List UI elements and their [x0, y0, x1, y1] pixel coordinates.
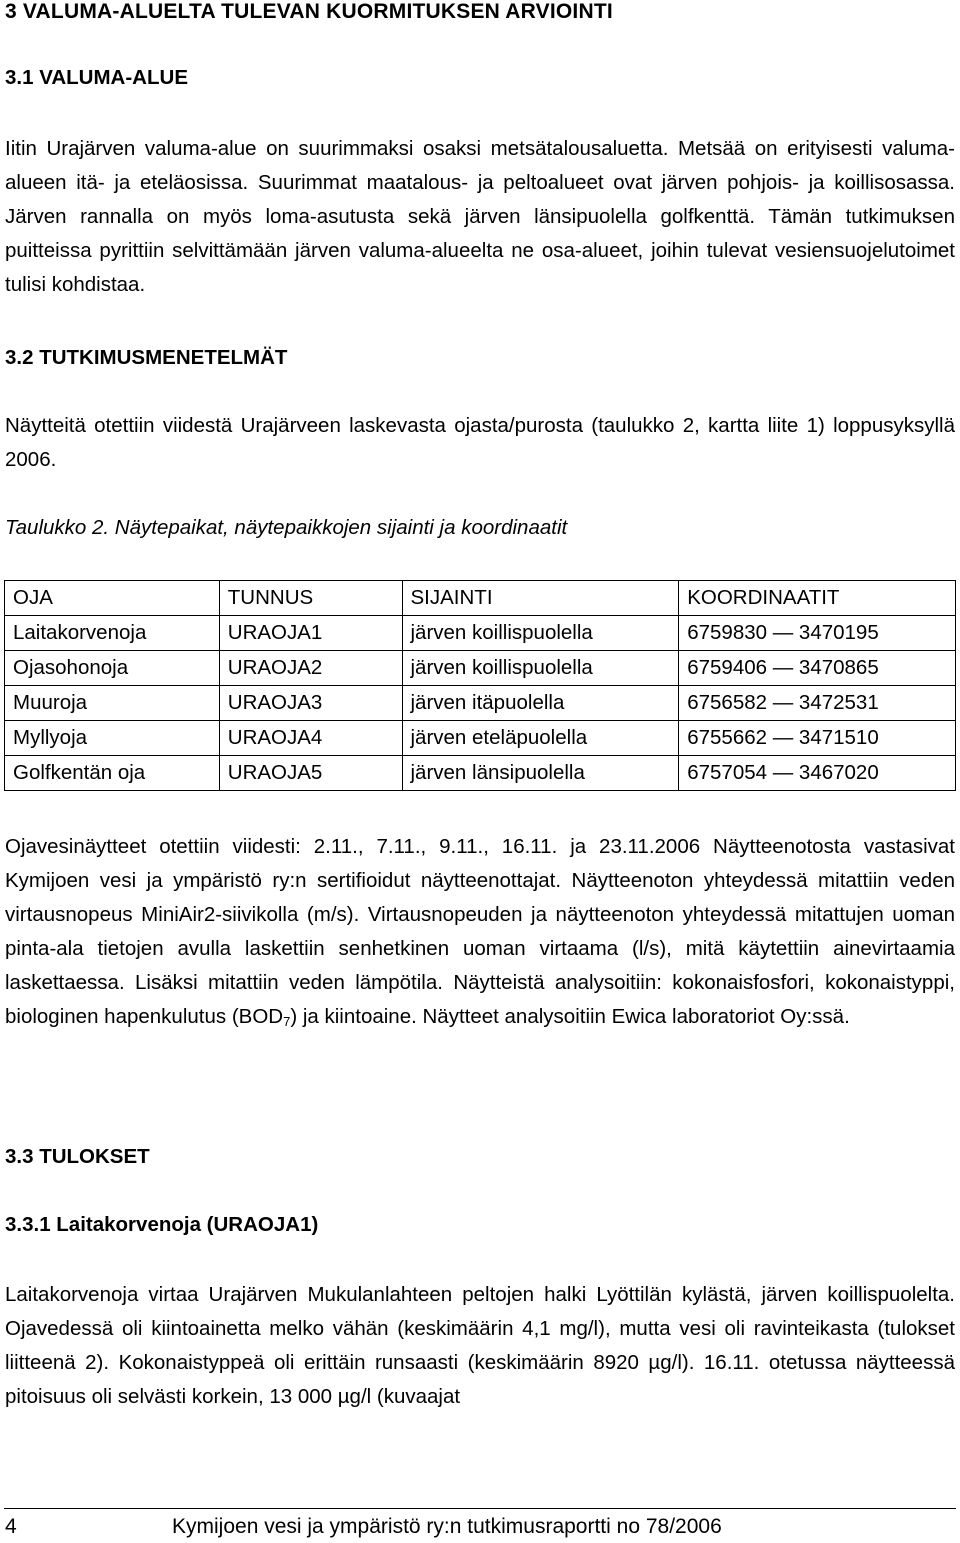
table-cell: URAOJA4: [219, 721, 402, 756]
table-row: [5, 756, 956, 791]
table-cell: Laitakorvenoja: [5, 616, 220, 651]
table-cell: 6759406 — 3470865: [679, 651, 956, 686]
section-heading-3-1: 3.1 VALUMA-ALUE: [5, 66, 188, 89]
table-cell: Golfkentän oja: [5, 756, 220, 791]
table-cell: URAOJA5: [219, 756, 402, 791]
table-cell: järven koillispuolella: [402, 616, 679, 651]
table-row: [5, 651, 956, 686]
paragraph-laitakorvenoja: Laitakorvenoja virtaa Urajärven Mukulanlahteen peltojen halki Lyöttilän kylästä, järven koillispuolelta. Ojavedessä oli kiintoainetta melko vähän (keskimäärin 4,1 mg/l), mutta vesi oli ravinteikasta (tulokset liitteenä 2). Kokonaistyppeä oli erittäin runsaasti (keskimäärin 8920 µg/l). 16.11. otetussa näytteessä pitoisuus oli selvästi korkein, 13 000 µg/l (kuvaajat: [5, 1283, 955, 1408]
header-cell: TUNNUS: [219, 581, 402, 616]
table-cell: 6759830 — 3470195: [679, 616, 956, 651]
methods-text-part-1: Ojavesinäytteet otettiin viidesti: 2.11., 7.11., 9.11., 16.11. ja 23.11.2006 Näytteenotosta vastasivat Kymijoen vesi ja ympäristö ry:n sertifioidut näytteenottajat. Näytteenoton yhteydessä mitattiin veden virtausnopeus MiniAir2-siivikolla (m/s). Virtausnopeuden ja näytteenoton yhteydessä mitattujen uoman pinta-ala tietojen avulla laskettiin senhetkinen uoman virtaama (l/s), mitä käytettiin ainevirtaamia laskettaessa. Lisäksi mitattiin veden lämpötila. Näytteistä analysoitiin: kokonaisfosfori, kokonaistyppi, biologinen hapenkulutus (BOD: [5, 835, 955, 1028]
table-row: [5, 616, 956, 651]
chapter-heading: 3 VALUMA-ALUELTA TULEVAN KUORMITUKSEN ARVIOINTI: [5, 0, 613, 23]
sampling-sites-table: [4, 580, 956, 791]
table-cell: järven eteläpuolella: [402, 721, 679, 756]
table-row: [5, 686, 956, 721]
table-cell: URAOJA3: [219, 686, 402, 721]
bod-subscript: 7: [283, 1014, 291, 1029]
table-cell: Myllyoja: [5, 721, 220, 756]
table-cell: URAOJA1: [219, 616, 402, 651]
table-cell: Muuroja: [5, 686, 220, 721]
table-cell: 6755662 — 3471510: [679, 721, 956, 756]
table-cell: järven itäpuolella: [402, 686, 679, 721]
header-cell: KOORDINAATIT: [679, 581, 956, 616]
paragraph-sampling-intro: Näytteitä otettiin viidestä Urajärveen laskevasta ojasta/purosta (taulukko 2, kartta liite 1) loppusyksyllä 2006.: [5, 414, 955, 471]
footer-divider: [4, 1508, 956, 1509]
page-number: 4: [5, 1515, 17, 1538]
header-cell: OJA: [5, 581, 220, 616]
table-header-row: [5, 581, 956, 616]
table-cell: järven koillispuolella: [402, 651, 679, 686]
table-cell: 6756582 — 3472531: [679, 686, 956, 721]
header-cell: SIJAINTI: [402, 581, 679, 616]
table-cell: 6757054 — 3467020: [679, 756, 956, 791]
section-heading-3-2: 3.2 TUTKIMUSMENETELMÄT: [5, 346, 288, 369]
table-cell: järven länsipuolella: [402, 756, 679, 791]
table-cell: URAOJA2: [219, 651, 402, 686]
section-heading-3-3: 3.3 TULOKSET: [5, 1145, 150, 1168]
footer-report-title: Kymijoen vesi ja ympäristö ry:n tutkimusraportti no 78/2006: [172, 1515, 722, 1538]
table-caption: Taulukko 2. Näytepaikat, näytepaikkojen sijainti ja koordinaatit: [5, 516, 568, 539]
methods-text-part-2: ) ja kiintoaine. Näytteet analysoitiin Ewica laboratoriot Oy:ssä.: [290, 1005, 850, 1028]
table-row: [5, 721, 956, 756]
table-cell: Ojasohonoja: [5, 651, 220, 686]
paragraph-catchment: Iitin Urajärven valuma-alue on suurimmaksi osaksi metsätalousaluetta. Metsää on erityisesti valuma-alueen itä- ja eteläosissa. Suurimmat maatalous- ja peltoalueet ovat järven pohjois- ja koillisosassa. Järven rannalla on myös loma-asutusta sekä järven länsipuolella golfkenttä. Tämän tutkimuksen puitteissa pyrittiin selvittämään järven valuma-alueelta ne osa-alueet, joihin tulevat vesiensuojelutoimet tulisi kohdistaa.: [5, 137, 955, 296]
paragraph-methods: [5, 830, 955, 1039]
section-heading-3-3-1: 3.3.1 Laitakorvenoja (URAOJA1): [5, 1213, 319, 1236]
